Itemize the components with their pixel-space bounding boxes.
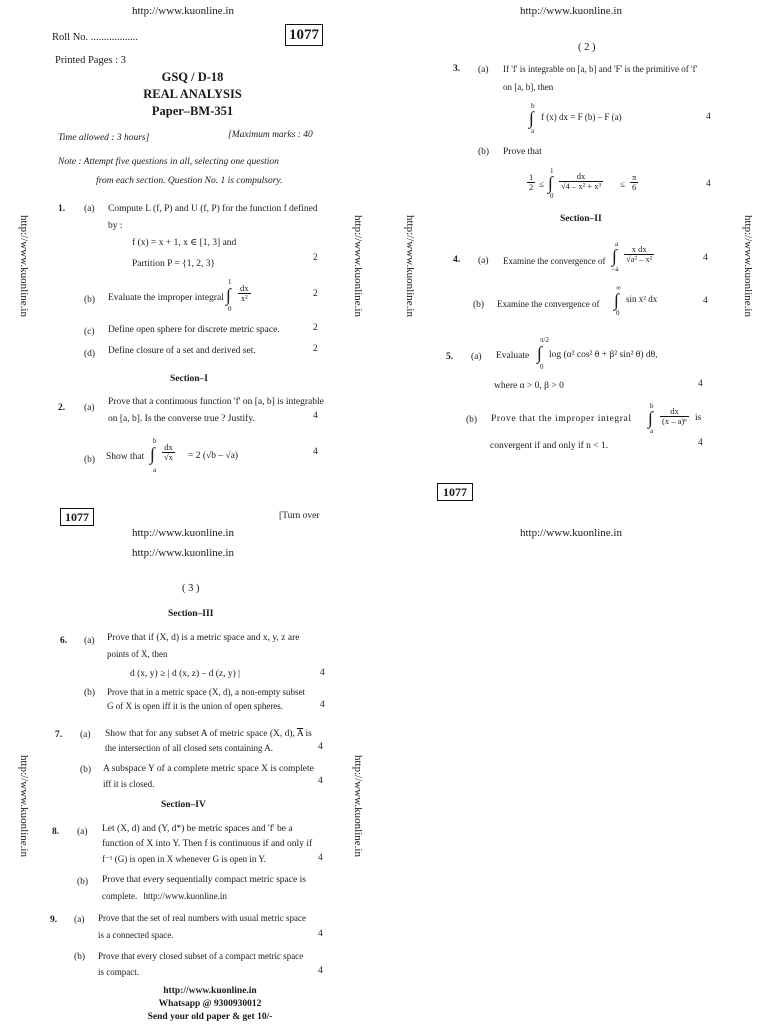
turn-over: [Turn over xyxy=(279,511,320,521)
q3-number: 3. xyxy=(453,64,461,74)
q7a-part: (a) xyxy=(80,730,91,740)
q5b-text: Prove that the improper integral xyxy=(491,414,632,424)
q9b-mark: 4 xyxy=(318,966,323,976)
q1b-mark: 2 xyxy=(313,289,318,299)
q8-number: 8. xyxy=(52,827,60,837)
printed-pages: Printed Pages : 3 xyxy=(55,55,126,66)
q1a-line3: f (x) = x + 1, x ∈ [1, 3] and xyxy=(132,238,237,248)
side-url-4[interactable]: http://www.kuonline.in xyxy=(742,215,754,317)
q6b-line1: Prove that in a metric space (X, d), a non-empty subset xyxy=(107,687,305,697)
side-url-2[interactable]: http://www.kuonline.in xyxy=(352,215,364,317)
url-top-left[interactable]: http://www.kuonline.in xyxy=(132,5,234,17)
q7-number: 7. xyxy=(55,730,63,740)
q8b-line2: complete. http://www.kuonline.in xyxy=(102,891,227,901)
q9a-line2: is a connected space. xyxy=(98,930,174,940)
exam-code: GSQ / D-18 xyxy=(161,70,224,84)
section-2-heading: Section–II xyxy=(560,214,602,224)
footer-whatsapp: Whatsapp @ 9300930012 xyxy=(158,999,262,1009)
q6-number: 6. xyxy=(60,636,68,646)
q7b-line1: A subspace Y of a complete metric space X is complete xyxy=(103,764,314,774)
q7b-part: (b) xyxy=(80,765,92,775)
section-4-heading: Section–IV xyxy=(161,800,206,810)
maximum-marks: [Maximum marks : 40 xyxy=(228,130,313,140)
q7a-line2: the intersection of all closed sets containing A. xyxy=(105,743,273,753)
q7a-line1: Show that for any subset A of metric space (X, d), $\overline{A}$ is xyxy=(105,729,312,739)
footer-url[interactable]: http://www.kuonline.in xyxy=(163,986,257,996)
q8a-line3: f⁻¹ (G) is open in X whenever G is open in Y. xyxy=(102,854,266,864)
side-url-1[interactable]: http://www.kuonline.in xyxy=(18,215,30,317)
q6a-mark: 4 xyxy=(320,668,325,678)
q1c-mark: 2 xyxy=(313,323,318,333)
q5-number: 5. xyxy=(446,352,454,362)
q1a-part: (a) xyxy=(84,204,95,214)
q6b-mark: 4 xyxy=(320,700,325,710)
q5a-part: (a) xyxy=(471,352,482,362)
q5b-line2: convergent if and only if n < 1. xyxy=(490,441,609,451)
q2a-line2: on [a, b]. Is the converse true ? Justify. xyxy=(108,414,255,424)
url-top-right[interactable]: http://www.kuonline.in xyxy=(520,5,622,17)
paper-code-box-page2: 1077 xyxy=(437,483,473,501)
q3a-part: (a) xyxy=(478,65,489,75)
side-url-5[interactable]: http://www.kuonline.in xyxy=(18,755,30,857)
side-url-6[interactable]: http://www.kuonline.in xyxy=(352,755,364,857)
q1a-mark: 2 xyxy=(313,253,318,263)
q3b-part: (b) xyxy=(478,147,490,157)
q1a-line2: by : xyxy=(108,221,123,231)
q1d-part: (d) xyxy=(84,349,96,359)
q4a-mark: 4 xyxy=(703,253,708,263)
q2b-mark: 4 xyxy=(313,447,318,457)
q9b-line2: is compact. xyxy=(98,967,139,977)
q3b-text: Prove that xyxy=(503,147,542,157)
page2-number: ( 2 ) xyxy=(578,42,596,53)
q2a-line1: Prove that a continuous function 'f' on [a, b] is integrable xyxy=(108,397,324,407)
q3a-mark: 4 xyxy=(706,112,711,122)
q2b-text: Show that xyxy=(106,452,145,462)
time-allowed: Time allowed : 3 hours] xyxy=(58,133,150,143)
q8a-part: (a) xyxy=(77,827,88,837)
q1a-line4: Partition P = {1, 2, 3} xyxy=(132,259,216,269)
q1a-line1: Compute L (f, P) and U (f, P) for the function f defined xyxy=(108,204,318,214)
paper-title: Paper–BM-351 xyxy=(151,104,234,118)
url-bottom-a[interactable]: http://www.kuonline.in xyxy=(132,527,234,539)
section-1-heading: Section–I xyxy=(170,374,208,384)
note-line-2: from each section. Question No. 1 is compulsory. xyxy=(96,176,283,186)
q1c-text: Define open sphere for discrete metric space. xyxy=(108,325,280,335)
q6a-part: (a) xyxy=(84,636,95,646)
q8a-line2: function of X into Y. Then f is continuous if and only if xyxy=(102,839,313,849)
url-mid-right[interactable]: http://www.kuonline.in xyxy=(520,527,622,539)
q1d-mark: 2 xyxy=(313,344,318,354)
q6b-line2: G of X is open iff it is the union of open spheres. xyxy=(107,701,284,711)
q4b-text: Examine the convergence of xyxy=(497,299,600,309)
q8a-line1: Let (X, d) and (Y, d*) be metric spaces and 'f' be a xyxy=(102,824,293,834)
q2-number: 2. xyxy=(58,403,66,413)
q1b-part: (b) xyxy=(84,295,96,305)
paper-code-box: 1077 xyxy=(285,24,323,46)
q5a-text: Evaluate xyxy=(496,351,530,361)
q6b-part: (b) xyxy=(84,688,96,698)
q6a-line1: Prove that if (X, d) is a metric space and x, y, z are xyxy=(107,633,300,643)
section-3-heading: Section–III xyxy=(168,609,214,619)
page3-number: ( 3 ) xyxy=(182,583,200,594)
footer-send-paper: Send your old paper & get 10/- xyxy=(147,1012,273,1022)
q3a-line1: If 'f' is integrable on [a, b] and 'F' is the primitive of 'f' xyxy=(503,64,698,74)
q2b-part: (b) xyxy=(84,455,96,465)
q9a-part: (a) xyxy=(74,915,85,925)
q1-number: 1. xyxy=(58,204,66,214)
subject-title: REAL ANALYSIS xyxy=(143,87,242,101)
q4b-mark: 4 xyxy=(703,296,708,306)
q8b-url[interactable]: http://www.kuonline.in xyxy=(143,891,227,901)
note-line-1: Note : Attempt five questions in all, selecting one question xyxy=(58,157,279,167)
q1c-part: (c) xyxy=(84,327,95,337)
url-bottom-b[interactable]: http://www.kuonline.in xyxy=(132,547,234,559)
q3a-line2: on [a, b], then xyxy=(503,82,554,92)
q4a-part: (a) xyxy=(478,256,489,266)
q9a-mark: 4 xyxy=(318,929,323,939)
q5b-is: is xyxy=(695,413,702,423)
q3b-mark: 4 xyxy=(706,179,711,189)
q7a-mark: 4 xyxy=(318,742,323,752)
q6a-line2: points of X, then xyxy=(107,649,168,659)
q7b-line2: iff it is closed. xyxy=(103,779,155,789)
q4a-text: Examine the convergence of xyxy=(503,256,606,266)
q2a-part: (a) xyxy=(84,403,95,413)
q4-number: 4. xyxy=(453,255,461,265)
q9b-line1: Prove that every closed subset of a compact metric space xyxy=(98,951,304,961)
q9-number: 9. xyxy=(50,915,58,925)
q8a-mark: 4 xyxy=(318,853,323,863)
roll-no: Roll No. .................. xyxy=(52,32,139,43)
q4b-part: (b) xyxy=(473,300,485,310)
q8b-line1: Prove that every sequentially compact metric space is xyxy=(102,875,306,885)
q5a-where: where α > 0, β > 0 xyxy=(494,381,564,391)
q7b-mark: 4 xyxy=(318,776,323,786)
q1b-text: Evaluate the improper integral xyxy=(108,293,224,303)
q9b-part: (b) xyxy=(74,952,86,962)
q6a-equation: d (x, y) ≥ | d (x, z) – d (z, y) | xyxy=(130,669,241,679)
q9a-line1: Prove that the set of real numbers with usual metric space xyxy=(98,913,306,923)
side-url-3[interactable]: http://www.kuonline.in xyxy=(404,215,416,317)
q1d-text: Define closure of a set and derived set. xyxy=(108,346,256,356)
paper-code-box-page1: 1077 xyxy=(60,508,94,526)
q5b-mark: 4 xyxy=(698,438,703,448)
q2a-mark: 4 xyxy=(313,411,318,421)
q5b-part: (b) xyxy=(466,415,478,425)
q8b-part: (b) xyxy=(77,877,89,887)
q5a-mark: 4 xyxy=(698,379,703,389)
